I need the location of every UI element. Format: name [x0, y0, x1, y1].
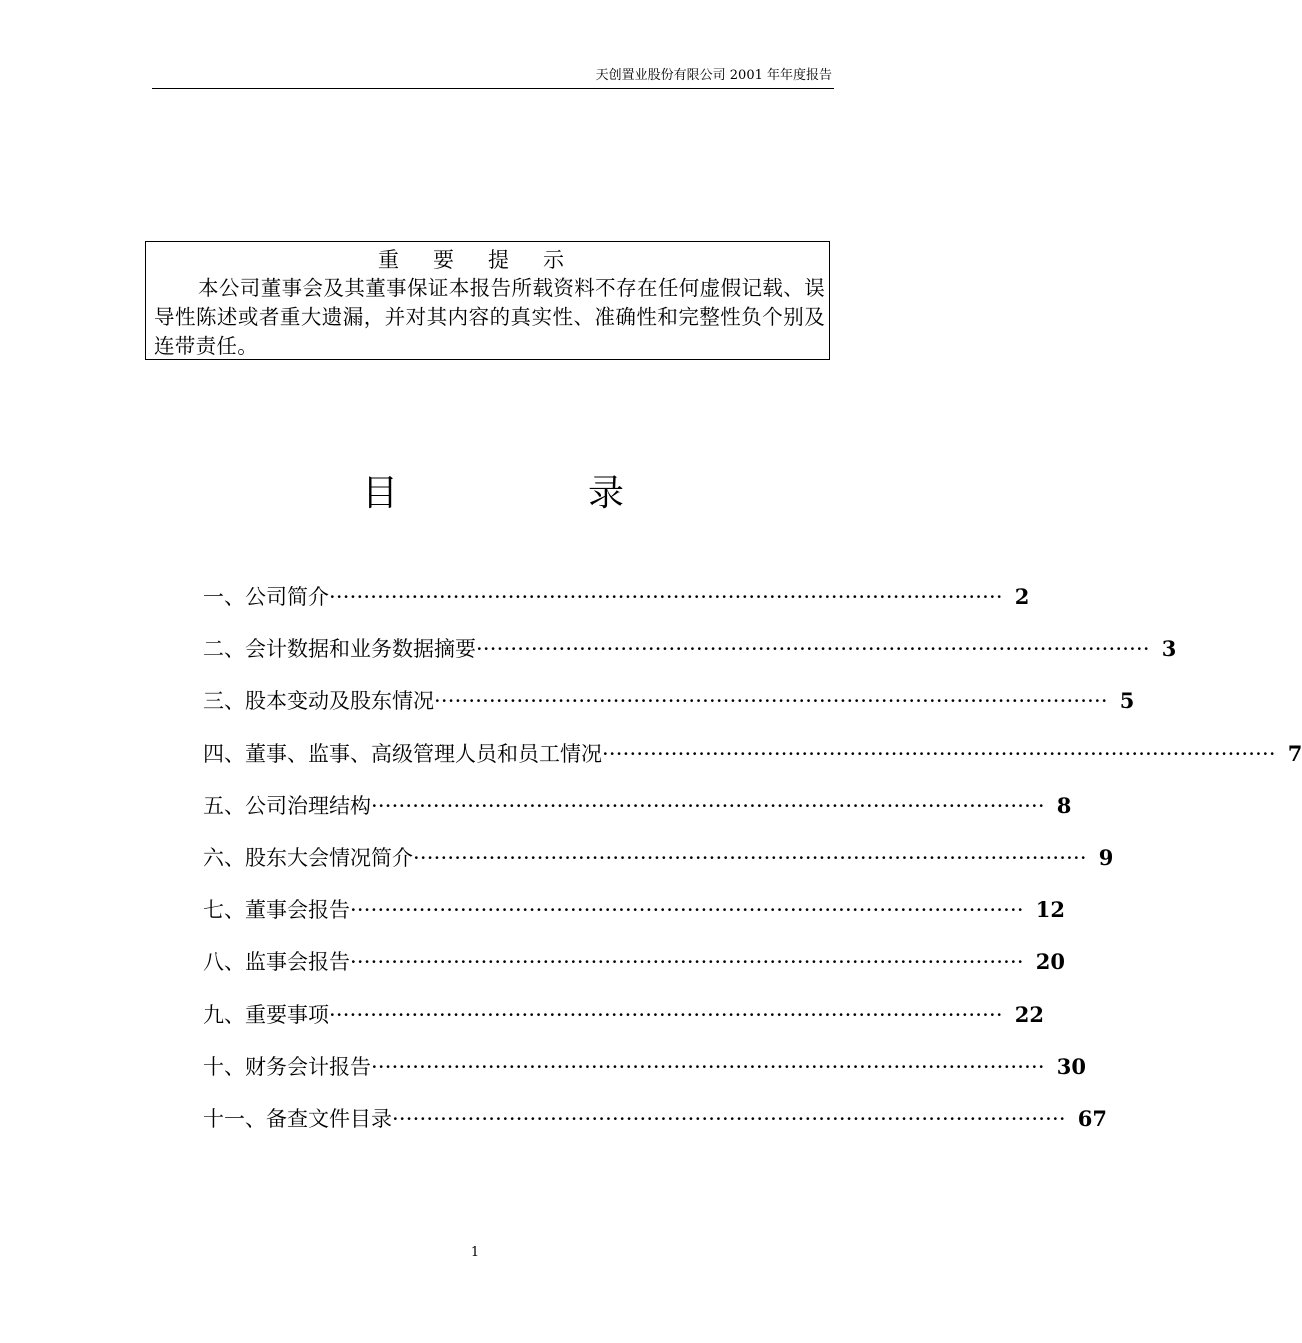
toc-entry-label: 一、公司简介 — [203, 585, 329, 609]
toc-entry-label: 十一、备查文件目录 — [203, 1106, 392, 1131]
toc-entry[interactable] — [203, 1099, 1108, 1151]
toc-entry-page: 9 — [1098, 844, 1114, 870]
toc-leader-dots: ·································································································· — [413, 845, 1087, 870]
page-header — [152, 62, 834, 89]
notice-body: 本公司董事会及其董事保证本报告所载资料不存在任何虚假记载、误导性陈述或者重大遗漏，并对其内容的真实性、准确性和完整性负个别及连带责任。 — [154, 276, 825, 358]
report-header-title: 天创置业股份有限公司 2001 年年度报告 — [595, 68, 832, 83]
toc-leader-dots: ·································································································· — [602, 741, 1276, 766]
table-of-contents — [203, 577, 1302, 1151]
toc-entry-label: 八、监事会报告 — [203, 950, 350, 975]
toc-entry-label: 四、董事、监事、高级管理人员和员工情况 — [203, 741, 602, 766]
toc-entry-label: 九、重要事项 — [203, 1002, 329, 1027]
toc-leader-dots: ·································································································· — [329, 1002, 1003, 1027]
toc-entry[interactable] — [203, 890, 1066, 942]
toc-entry-label: 七、董事会报告 — [203, 898, 350, 923]
toc-leader-dots: ·································································································· — [476, 637, 1150, 662]
toc-leader-dots: ·································································································· — [350, 898, 1024, 923]
toc-leader-dots: ·································································································· — [371, 1054, 1045, 1079]
toc-entry-page: 2 — [1014, 584, 1030, 609]
toc-entry[interactable] — [203, 1047, 1087, 1099]
toc-entry[interactable] — [203, 995, 1045, 1047]
toc-leader-dots: ·································································································· — [371, 793, 1045, 818]
toc-entry[interactable] — [203, 786, 1072, 838]
toc-title-char-2: 录 — [588, 473, 625, 514]
toc-entry-page: 20 — [1035, 949, 1066, 975]
toc-entry-page: 30 — [1056, 1053, 1087, 1079]
toc-entry-label: 五、公司治理结构 — [203, 793, 371, 818]
toc-entry[interactable] — [203, 681, 1135, 733]
toc-entry[interactable] — [203, 942, 1066, 994]
toc-entry[interactable] — [203, 838, 1114, 890]
toc-entry-label: 三、股本变动及股东情况 — [203, 689, 434, 714]
toc-title-char-1: 目 — [362, 473, 399, 514]
toc-entry-label: 六、股东大会情况简介 — [203, 845, 413, 870]
notice-title: 重要提示 — [378, 248, 598, 272]
toc-entry-label: 十、财务会计报告 — [203, 1054, 371, 1079]
toc-leader-dots: ·································································································· — [329, 585, 1003, 609]
toc-entry-page: 7 — [1287, 740, 1302, 766]
toc-title — [0, 470, 950, 522]
toc-entry[interactable] — [203, 734, 1302, 786]
toc-entry-page: 67 — [1077, 1105, 1108, 1131]
toc-entry-page: 3 — [1161, 636, 1177, 662]
toc-entry-page: 5 — [1119, 688, 1135, 714]
toc-leader-dots: ·································································································· — [392, 1106, 1066, 1131]
toc-entry-page: 12 — [1035, 897, 1066, 923]
toc-entry-page: 22 — [1014, 1001, 1045, 1027]
important-notice-box — [145, 241, 830, 360]
toc-leader-dots: ·································································································· — [350, 950, 1024, 975]
toc-leader-dots: ·································································································· — [434, 689, 1108, 714]
page-number: 1 — [470, 1245, 480, 1260]
toc-entry[interactable] — [203, 629, 1177, 681]
toc-entry[interactable] — [203, 577, 1030, 629]
toc-entry-label: 二、会计数据和业务数据摘要 — [203, 637, 476, 662]
toc-entry-page: 8 — [1056, 792, 1072, 818]
